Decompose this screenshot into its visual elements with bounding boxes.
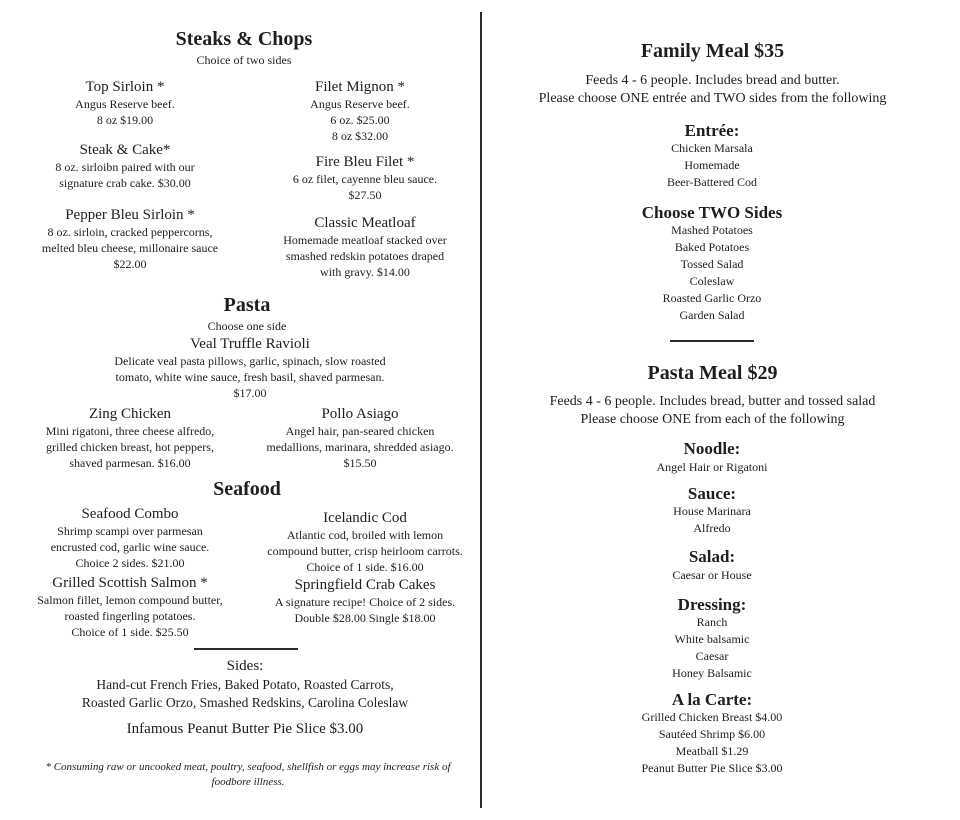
pasta-meal-intro: Feeds 4 - 6 people. Includes bread, butter and tossed salad Please choose ONE from each of the following <box>549 394 876 427</box>
item-desc: Angel hair, pan-seared chicken medallions, marinara, shredded asiago. $15.50 <box>266 424 454 470</box>
item-name: Grilled Scottish Salmon * <box>52 575 208 591</box>
sides-list: Hand-cut French Fries, Baked Potato, Roasted Carrots, Roasted Garlic Orzo, Smashed Redskins, Carolina Coleslaw <box>81 677 409 710</box>
pasta-subtitle: Choose one side <box>207 319 287 333</box>
item-desc: 6 oz filet, cayenne bleu sauce. $27.50 <box>292 172 438 202</box>
menu-item-classic-meatloaf <box>255 215 475 280</box>
sauce-title: Sauce: <box>687 484 737 503</box>
item-desc: Angus Reserve beef. 6 oz. $25.00 8 oz $32.00 <box>310 97 410 143</box>
choose-two-sides-title: Choose TWO Sides <box>641 203 783 222</box>
item-desc: Mini rigatoni, three cheese alfredo, grilled chicken breast, hot peppers, shaved parmesan. $16.00 <box>45 424 215 470</box>
steaks-subtitle: Choice of two sides <box>196 53 292 67</box>
menu-item-zing-chicken <box>25 406 235 471</box>
sides-title: Sides: <box>226 658 264 674</box>
item-name: Top Sirloin * <box>85 79 165 95</box>
dressing-title: Dressing: <box>677 595 747 614</box>
menu-item-icelandic-cod <box>250 510 480 575</box>
entree-list: Chicken Marsala Homemade Beer-Battered Cod <box>666 141 758 189</box>
item-desc: Angus Reserve beef. 8 oz $19.00 <box>75 97 175 127</box>
item-name: Veal Truffle Ravioli <box>190 336 310 352</box>
item-name: Steak & Cake* <box>79 142 171 158</box>
menu-item-steak-cake <box>20 142 230 191</box>
item-name: Fire Bleu Filet * <box>315 154 415 170</box>
menu-item-filet-mignon <box>260 79 460 144</box>
item-desc: A signature recipe! Choice of 2 sides. Double $28.00 Single $18.00 <box>274 595 456 625</box>
a-la-carte-title: A la Carte: <box>671 690 753 709</box>
a-la-carte-list: Grilled Chicken Breast $4.00 Sautéed Shrimp $6.00 Meatball $1.29 Peanut Butter Pie Slice $3.00 <box>641 710 783 775</box>
section-divider <box>194 648 298 650</box>
item-name: Zing Chicken <box>88 406 172 422</box>
item-name: Springfield Crab Cakes <box>294 577 436 593</box>
salad-title: Salad: <box>688 547 736 566</box>
menu-item-top-sirloin <box>25 79 225 128</box>
noodle-list: Angel Hair or Rigatoni <box>656 460 768 474</box>
salad-list: Caesar or House <box>672 568 752 582</box>
item-desc: Salmon fillet, lemon compound butter, roasted fingerling potatoes. Choice of 1 side. $25.50 <box>37 593 223 639</box>
family-meal-title: Family Meal $35 <box>640 40 785 62</box>
column-divider <box>480 12 482 808</box>
item-name: Pollo Asiago <box>321 406 399 422</box>
item-name: Classic Meatloaf <box>314 215 416 231</box>
dressing-list: Ranch White balsamic Caesar Honey Balsamic <box>672 615 752 680</box>
section-divider <box>670 340 754 342</box>
menu-item-pepper-bleu-sirloin <box>15 207 245 272</box>
menu-item-fire-bleu-filet <box>260 154 470 203</box>
sauce-list: House Marinara Alfredo <box>673 504 751 535</box>
item-desc: Atlantic cod, broiled with lemon compound butter, crisp heirloom carrots. Choice of 1 side. $16.00 <box>267 528 463 574</box>
item-name: Filet Mignon * <box>314 79 405 95</box>
item-desc: 8 oz. sirloin, cracked peppercorns, melted bleu cheese, millonaire sauce $22.00 <box>41 225 219 271</box>
disclaimer: * Consuming raw or uncooked meat, poultry, seafood, shellfish or eggs may increase risk of foodbore illness. <box>45 761 451 788</box>
item-desc: Shrimp scampi over parmesan encrusted cod, garlic wine sauce. Choice 2 sides. $21.00 <box>50 524 210 570</box>
steaks-title: Steaks & Chops <box>175 28 313 50</box>
family-meal-intro: Feeds 4 - 6 people. Includes bread and butter. Please choose ONE entrée and TWO sides from the following <box>538 73 887 106</box>
seafood-title: Seafood <box>213 478 281 500</box>
item-name: Seafood Combo <box>81 506 179 522</box>
item-name: Icelandic Cod <box>323 510 407 526</box>
menu-item-seafood-combo <box>25 506 235 571</box>
item-desc: 8 oz. sirloibn paired with our signature crab cake. $30.00 <box>55 160 195 190</box>
item-name: Pepper Bleu Sirloin * <box>65 207 195 223</box>
menu-item-pollo-asiago <box>250 406 470 471</box>
noodle-title: Noodle: <box>683 439 741 458</box>
menu-item-springfield-crab-cakes <box>250 577 480 626</box>
family-sides-list: Mashed Potatoes Baked Potatoes Tossed Salad Coleslaw Roasted Garlic Orzo Garden Salad <box>662 223 762 322</box>
entree-title: Entrée: <box>684 121 740 140</box>
pasta-meal-title: Pasta Meal $29 <box>647 362 778 384</box>
pasta-title: Pasta <box>223 294 271 316</box>
peanut-butter-pie: Infamous Peanut Butter Pie Slice $3.00 <box>126 721 364 737</box>
menu-item-veal-truffle-ravioli <box>90 336 410 401</box>
menu-item-grilled-scottish-salmon <box>20 575 240 640</box>
item-desc: Homemade meatloaf stacked over smashed redskin potatoes draped with gravy. $14.00 <box>283 233 447 279</box>
item-desc: Delicate veal pasta pillows, garlic, spinach, slow roasted tomato, white wine sauce, fresh basil, shaved parmesan. $17.00 <box>114 354 386 400</box>
